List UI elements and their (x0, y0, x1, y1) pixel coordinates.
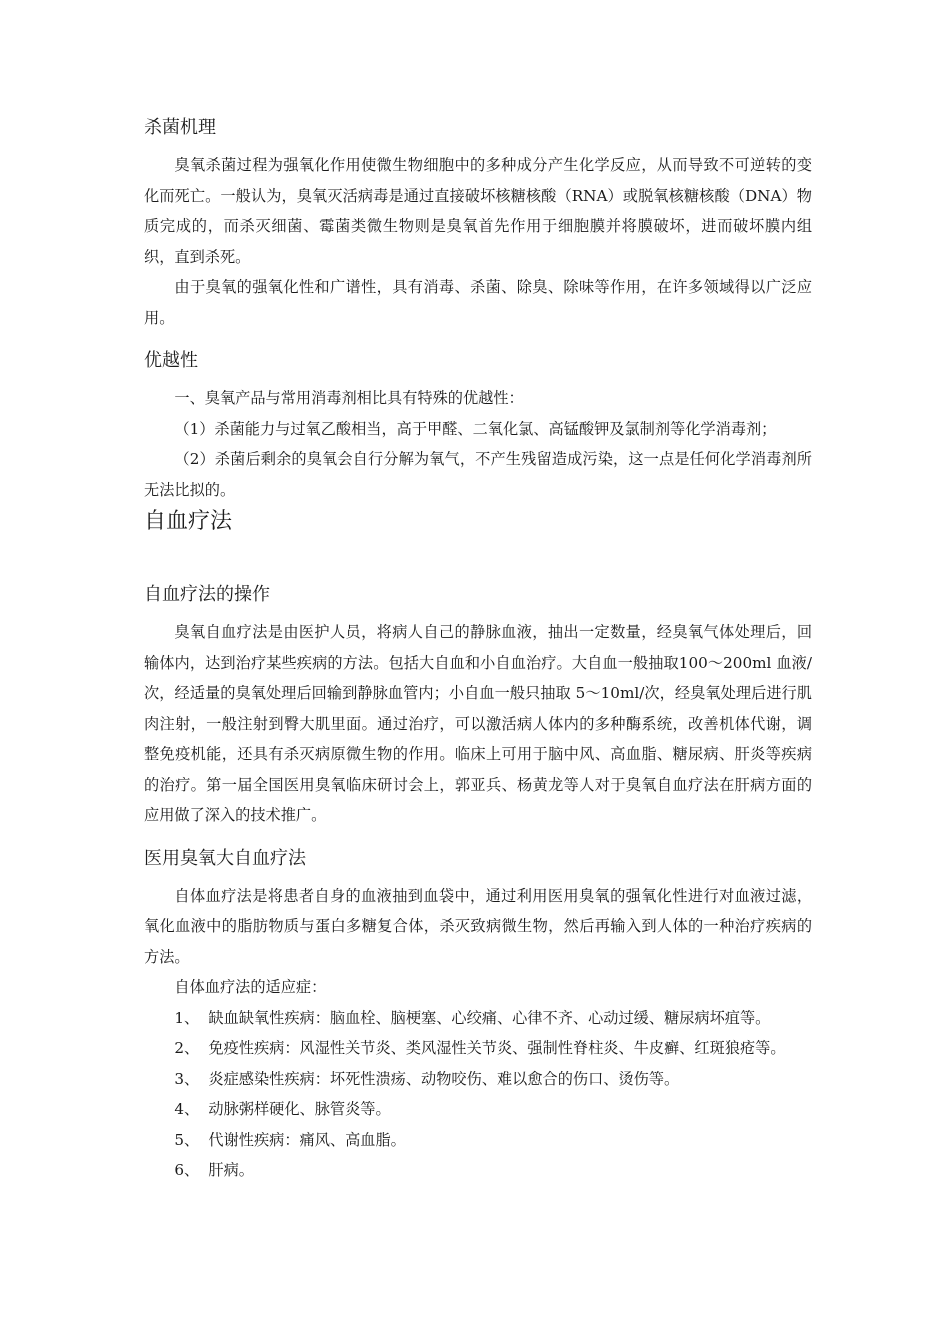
list-text: 免疫性疾病：风湿性关节炎、类风湿性关节炎、强制性脊柱炎、牛皮癣、红斑狼疮等。 (208, 1039, 786, 1057)
list-number: 3、 (174, 1069, 200, 1088)
paragraph: 臭氧杀菌过程为强氧化作用使微生物细胞中的多种成分产生化学反应，从而导致不可逆转的变化而死亡。一般认为，臭氧灭活病毒是通过直接破坏核糖核酸（RNA）或脱氧核糖核酸（DNA）物质完成的，而杀灭细菌、霉菌类微生物则是臭氧首先作用于细胞膜并将膜破坏，进而破坏膜内组织，直到杀死。 (144, 156, 812, 266)
list-text: 缺血缺氧性疾病：脑血栓、脑梗塞、心绞痛、心律不齐、心动过缓、糖尿病坏疽等。 (208, 1008, 771, 1027)
list-text: 炎症感染性疾病：坏死性溃疡、动物咬伤、难以愈合的伤口、烫伤等。 (208, 1069, 680, 1088)
list-text: 动脉粥样硬化、脉管炎等。 (208, 1100, 391, 1118)
list-text: 肝病。 (208, 1161, 254, 1179)
list-number: 1、 (174, 1008, 200, 1027)
list-text: 代谢性疾病：痛风、高血脂。 (208, 1130, 406, 1149)
paragraph: 臭氧自血疗法是由医护人员，将病人自己的静脉血液，抽出一定数量，经臭氧气体处理后，回输体内，达到治疗某些疾病的方法。包括大自血和小自血治疗。大自血一般抽取100～200ml 血液/次，经适量的臭氧处理后回输到静脉血管内；小自血一般只抽取 5～10ml/次，经臭氧处理后进行肌肉注射，一般注射到臀大肌里面。通过治疗，可以激活病人体内的多种酶系统，改善机体代谢，调整免疫机能，还具有杀灭病原微生物的作用。临床上可用于脑中风、高血脂、糖尿病、肝炎等疾病的治疗。第一届全国医用臭氧临床研讨会上，郭亚兵、杨黄龙等人对于臭氧自血疗法在肝病方面的应用做了深入的技术推广。 (144, 623, 812, 824)
paragraph: 自体血疗法的适应症： (174, 978, 327, 996)
paragraph: （1）杀菌能力与过氧乙酸相当，高于甲醛、二氧化氯、高锰酸钾及氯制剂等化学消毒剂； (174, 419, 777, 438)
paragraph: 自体血疗法是将患者自身的血液抽到血袋中，通过利用医用臭氧的强氧化性进行对血液过滤，氧化血液中的脂肪物质与蛋白多糖复合体，杀灭致病微生物，然后再输入到人体的一种治疗疾病的方法。 (144, 886, 812, 966)
list-number: 5、 (174, 1130, 200, 1149)
list-number: 4、 (174, 1100, 200, 1118)
list-item (144, 1033, 812, 1064)
chapter-heading-autohemotherapy: 自血疗法 (144, 509, 233, 534)
paragraph: 由于臭氧的强氧化性和广谱性，具有消毒、杀菌、除臭、除味等作用，在许多领域得以广泛应用。 (144, 278, 812, 327)
list-item (144, 1094, 812, 1125)
paragraph: （2）杀菌后剩余的臭氧会自行分解为氧气，不产生残留造成污染，这一点是任何化学消毒剂所无法比拟的。 (144, 450, 812, 499)
list-number: 6、 (174, 1161, 200, 1179)
document-page (144, 112, 812, 1186)
section-heading-sterilization: 杀菌机理 (144, 117, 216, 138)
list-item (144, 1125, 812, 1156)
list-item (144, 1155, 812, 1186)
list-item (144, 1003, 812, 1034)
list-number: 2、 (174, 1039, 200, 1057)
paragraph: 一、臭氧产品与常用消毒剂相比具有特殊的优越性： (174, 389, 524, 407)
list-item (144, 1064, 812, 1095)
indication-list (144, 1003, 812, 1186)
section-heading-advantages: 优越性 (144, 350, 198, 371)
section-heading-major-autohemotherapy: 医用臭氧大自血疗法 (144, 847, 306, 869)
section-heading-operation: 自血疗法的操作 (144, 584, 270, 605)
